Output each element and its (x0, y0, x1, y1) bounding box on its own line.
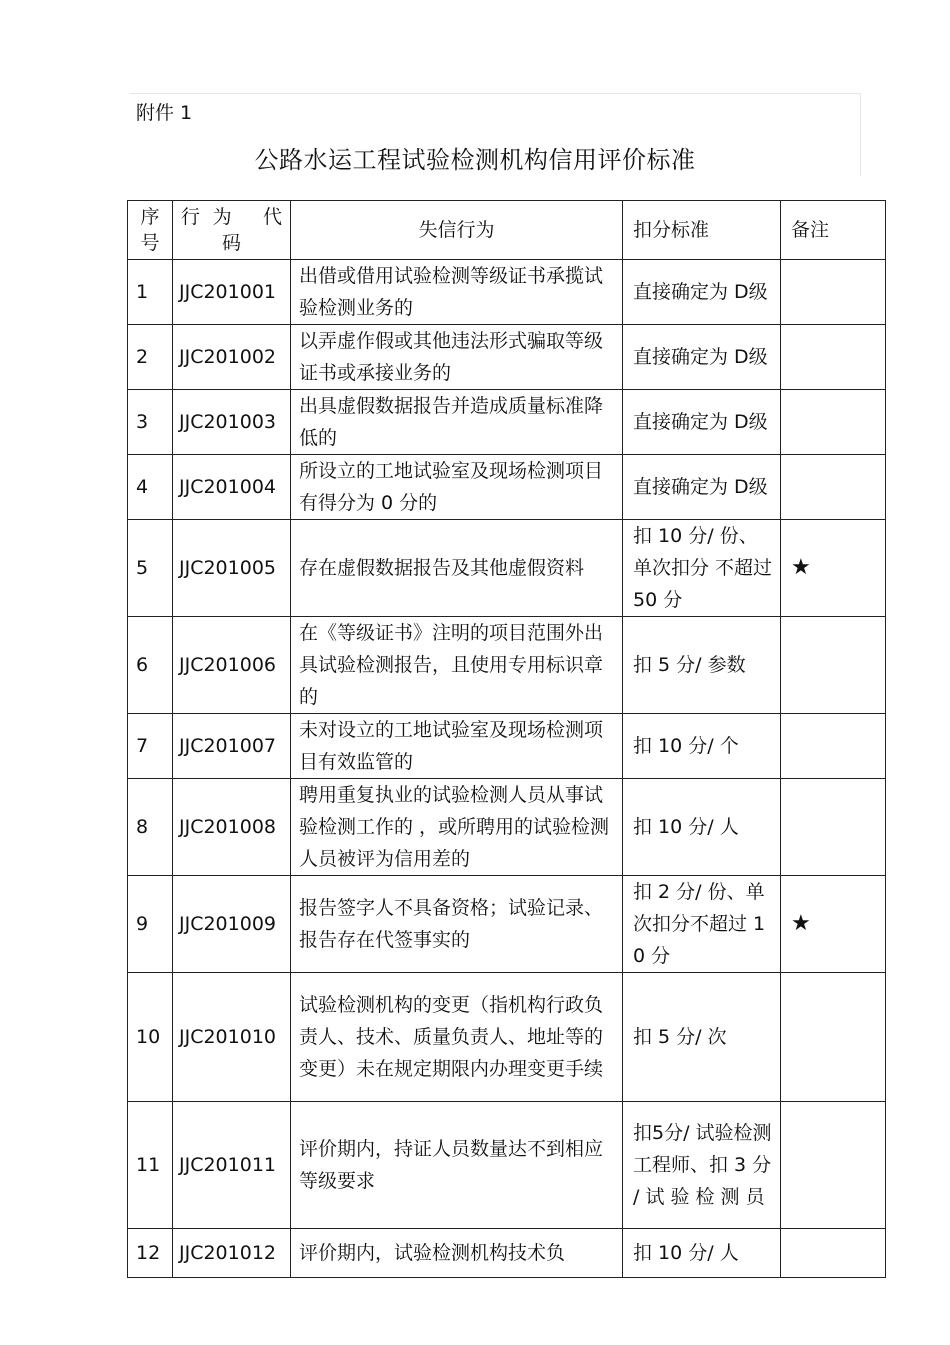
table-row (128, 617, 886, 714)
table-row (128, 876, 886, 973)
row-code: JJC201006 (173, 617, 291, 714)
table-row (128, 973, 886, 1102)
row-action: 聘用重复执业的试验检测人员从事试验检测工作的 ，或所聘用的试验检测人员被评为信用差的 (291, 779, 623, 876)
row-note (781, 973, 886, 1102)
row-seq: 11 (128, 1102, 173, 1229)
row-seq: 7 (128, 714, 173, 779)
row-code: JJC201004 (173, 455, 291, 520)
row-code: JJC201012 (173, 1229, 291, 1278)
row-standard: 扣 5 分/ 次 (623, 973, 781, 1102)
row-action: 出借或借用试验检测等级证书承揽试验检测业务的 (291, 260, 623, 325)
row-code: JJC201011 (173, 1102, 291, 1229)
row-code: JJC201010 (173, 973, 291, 1102)
row-standard: 扣 10 分/ 人 (623, 779, 781, 876)
row-action: 出具虚假数据报告并造成质量标准降低的 (291, 390, 623, 455)
row-standard: 直接确定为 D级 (623, 260, 781, 325)
row-standard: 直接确定为 D级 (623, 390, 781, 455)
row-note (781, 779, 886, 876)
header-standard: 扣分标准 (623, 201, 781, 260)
row-action: 未对设立的工地试验室及现场检测项目有效监管的 (291, 714, 623, 779)
row-standard: 扣 10 分/ 人 (623, 1229, 781, 1278)
row-seq: 2 (128, 325, 173, 390)
header-seq: 序 号 (128, 201, 173, 260)
document-title: 公路水运工程试验检测机构信用评价标准 (254, 146, 696, 174)
row-note (781, 1229, 886, 1278)
row-note (781, 455, 886, 520)
table-row (128, 1102, 886, 1229)
row-action: 报告签字人不具备资格；试验记录、报告存在代签事实的 (291, 876, 623, 973)
row-seq: 8 (128, 779, 173, 876)
row-seq: 3 (128, 390, 173, 455)
row-standard: 扣 10 分/ 份、单次扣分 不超过 50 分 (623, 520, 781, 617)
row-note (781, 325, 886, 390)
row-action: 评价期内，试验检测机构技术负 (291, 1229, 623, 1278)
row-code: JJC201007 (173, 714, 291, 779)
row-code: JJC201005 (173, 520, 291, 617)
row-code: JJC201003 (173, 390, 291, 455)
row-note (781, 714, 886, 779)
row-code: JJC201001 (173, 260, 291, 325)
table-row (128, 260, 886, 325)
row-standard: 直接确定为 D级 (623, 455, 781, 520)
row-seq: 10 (128, 973, 173, 1102)
table-row (128, 714, 886, 779)
table-row (128, 455, 886, 520)
row-action: 以弄虚作假或其他违法形式骗取等级证书或承接业务的 (291, 325, 623, 390)
row-note (781, 617, 886, 714)
row-code: JJC201008 (173, 779, 291, 876)
row-action: 试验检测机构的变更（指机构行政负责人、技术、质量负责人、地址等的变更）未在规定期限内办理变更手续 (291, 973, 623, 1102)
table-row (128, 779, 886, 876)
row-action: 存在虚假数据报告及其他虚假资料 (291, 520, 623, 617)
row-code: JJC201009 (173, 876, 291, 973)
row-seq: 4 (128, 455, 173, 520)
credit-evaluation-table (127, 200, 886, 1278)
table-row (128, 325, 886, 390)
row-code: JJC201002 (173, 325, 291, 390)
header-action: 失信行为 (291, 201, 623, 260)
row-standard: 扣 2 分/ 份、单次扣分不超过 10 分 (623, 876, 781, 973)
row-standard: 扣 5 分/ 参数 (623, 617, 781, 714)
row-seq: 1 (128, 260, 173, 325)
row-standard: 扣5分/ 试验检测工程师、扣 3 分 / 试 验 检 测 员 (623, 1102, 781, 1229)
row-note (781, 390, 886, 455)
row-seq: 9 (128, 876, 173, 973)
table-row (128, 1229, 886, 1278)
header-note: 备注 (781, 201, 886, 260)
table-row (128, 520, 886, 617)
row-action: 评价期内，持证人员数量达不到相应等级要求 (291, 1102, 623, 1229)
row-standard: 直接确定为 D级 (623, 325, 781, 390)
table-row (128, 390, 886, 455)
star-icon: ★ (781, 876, 886, 973)
attachment-label: 附件 1 (136, 102, 193, 124)
row-action: 所设立的工地试验室及现场检测项目有得分为 0 分的 (291, 455, 623, 520)
row-note (781, 1102, 886, 1229)
row-seq: 12 (128, 1229, 173, 1278)
row-note (781, 260, 886, 325)
row-standard: 扣 10 分/ 个 (623, 714, 781, 779)
header-code: 行为 代 码 (173, 201, 291, 260)
row-action: 在《等级证书》注明的项目范围外出具试验检测报告，且使用专用标识章的 (291, 617, 623, 714)
star-icon: ★ (781, 520, 886, 617)
table-header-row (128, 201, 886, 260)
row-seq: 6 (128, 617, 173, 714)
row-seq: 5 (128, 520, 173, 617)
